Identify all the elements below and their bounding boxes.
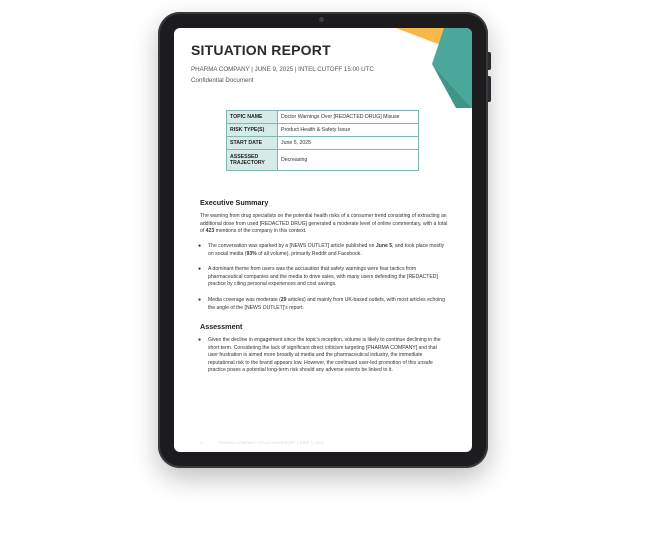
camera-icon bbox=[319, 17, 324, 22]
table-label: RISK TYPE(S) bbox=[227, 124, 278, 137]
table-row bbox=[227, 124, 419, 137]
tablet-device bbox=[158, 12, 488, 468]
table-row bbox=[227, 111, 419, 124]
tablet-screen bbox=[174, 28, 472, 452]
volume-up-button bbox=[488, 52, 491, 70]
intro-text-end: mentions of the company in this context. bbox=[214, 228, 307, 235]
table-value: Product Health & Safety Issue bbox=[278, 124, 419, 137]
table-value: Decreasing bbox=[278, 150, 419, 171]
page-number: 1 bbox=[200, 440, 203, 445]
bullet-bold: June 5 bbox=[375, 243, 393, 249]
mentions-count: 423 bbox=[205, 228, 215, 235]
list-item bbox=[198, 243, 448, 258]
bullet-icon: ● bbox=[198, 337, 202, 343]
intro-text: The warning from drug specialists on the potential health risks of a consumer trend consisting of extracting an additional dose from used [REDACTED DRUG] generated a moderate level of online commentary, with a total of bbox=[200, 213, 448, 235]
bullet-text: of all volume), primarily Reddit and Facebook. bbox=[256, 250, 362, 257]
table-label: ASSESSED TRAJECTORY bbox=[227, 150, 278, 171]
list-item bbox=[198, 266, 448, 289]
corner-decoration-icon bbox=[382, 28, 472, 108]
bullet-bold: 93% bbox=[246, 250, 257, 257]
table-value: June 5, 2025 bbox=[278, 137, 419, 150]
table-label: TOPIC NAME bbox=[227, 111, 278, 124]
bullet-text: The conversation was sparked by a [NEWS OUTLET] article published on bbox=[208, 243, 376, 249]
bullet-text: articles) and mainly from UK-based outlets, with most articles echoing the angle of the [NEWS OUTLET]'s report. bbox=[208, 297, 445, 311]
bullet-icon: ● bbox=[198, 243, 202, 249]
bullet-text: , and took place mostly on social media ( bbox=[208, 243, 445, 257]
table-label: START DATE bbox=[227, 137, 278, 150]
executive-summary-intro bbox=[200, 213, 450, 236]
footer-text: PHARMA COMPANY SITUATION REPORT | JUNE 9, 2025 bbox=[218, 440, 324, 445]
confidential-label: Confidential Document bbox=[191, 77, 254, 84]
executive-summary-heading: Executive Summary bbox=[200, 198, 269, 207]
bullet-icon: ● bbox=[198, 266, 202, 272]
bullet-icon: ● bbox=[198, 297, 202, 303]
page-footer bbox=[200, 440, 450, 445]
assessment-heading: Assessment bbox=[200, 322, 243, 331]
table-row bbox=[227, 137, 419, 150]
document-meta: PHARMA COMPANY | JUNE 9, 2025 | INTEL CUTOFF 15:00 UTC bbox=[191, 66, 374, 73]
list-item bbox=[198, 337, 448, 375]
bullet-text: Given the decline in engagement since the topic's inception, volume is likely to continue declining in the short term. Considering the lack of significant direct criticism targeting [PHARMA COMPANY] and that user frustration is aimed more broadly at media and the pharmaceutical industry, the immediate reputational risk to the brand appears low. However, the continued user-led promotion of this unsafe practice poses a potential long-term risk should any adverse events be linked to it. bbox=[208, 337, 441, 374]
table-value: Doctor Warnings Over [REDACTED DRUG] Misuse bbox=[278, 111, 419, 124]
list-item bbox=[198, 297, 448, 312]
bullet-text: Media coverage was moderate ( bbox=[208, 297, 281, 303]
topic-info-table bbox=[226, 110, 419, 171]
table-row bbox=[227, 150, 419, 171]
volume-down-button bbox=[488, 76, 491, 102]
page-title: SITUATION REPORT bbox=[191, 42, 331, 58]
bullet-text: A dominant theme from users was the accusation that safety warnings were fear tactics from pharmaceutical companies and the media to drive sales, with many users defending the [REDACTED] practice by citing personal experiences and cost savings. bbox=[208, 266, 438, 288]
bullet-bold: 29 bbox=[280, 297, 287, 303]
